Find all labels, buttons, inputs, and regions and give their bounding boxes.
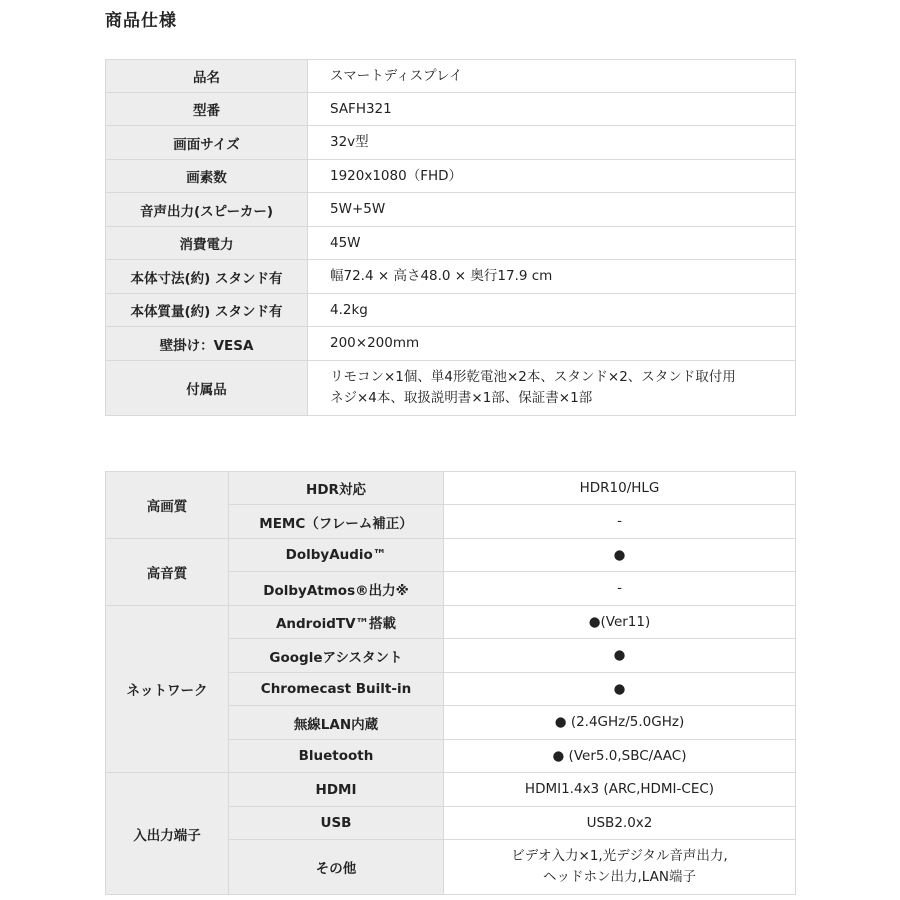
- spec-value: 32v型: [308, 126, 796, 160]
- feature-value: [444, 840, 796, 895]
- category-label: 入出力端子: [106, 773, 229, 895]
- category-label: ネットワーク: [106, 606, 229, 773]
- feature-label: MEMC（フレーム補正）: [229, 505, 444, 539]
- spec-label: 型番: [106, 93, 308, 126]
- spec-value: スマートディスプレイ: [308, 60, 796, 93]
- spec-label: 音声出力(スピーカー): [106, 193, 308, 227]
- spec-value: 5W+5W: [308, 193, 796, 227]
- spec-row: [106, 227, 796, 260]
- feature-value: ●: [444, 673, 796, 706]
- category-label: 高音質: [106, 539, 229, 606]
- category-label: 高画質: [106, 472, 229, 539]
- spec-value: 200×200mm: [308, 327, 796, 361]
- feature-label: その他: [229, 840, 444, 895]
- spec-label: 画素数: [106, 160, 308, 193]
- feature-row: [106, 539, 796, 572]
- feature-value: -: [444, 572, 796, 606]
- spec-value: [308, 361, 796, 416]
- feature-value: HDR10/HLG: [444, 472, 796, 505]
- feature-label: USB: [229, 807, 444, 840]
- spec-row: [106, 193, 796, 227]
- spec-value-line: ネジ×4本、取扱説明書×1部、保証書×1部: [330, 390, 593, 406]
- page-title: 商品仕様: [105, 11, 177, 31]
- feature-row: [106, 773, 796, 807]
- spec-label: 消費電力: [106, 227, 308, 260]
- feature-label: AndroidTV™搭載: [229, 606, 444, 639]
- spec-row: [106, 93, 796, 126]
- spec-row: [106, 160, 796, 193]
- feature-value: -: [444, 505, 796, 539]
- feature-value: ●: [444, 639, 796, 673]
- spec-label: 品名: [106, 60, 308, 93]
- spec-row: [106, 126, 796, 160]
- feature-label: Googleアシスタント: [229, 639, 444, 673]
- spec-row: [106, 60, 796, 93]
- feature-label: Chromecast Built-in: [229, 673, 444, 706]
- feature-value: HDMI1.4x3 (ARC,HDMI-CEC): [444, 773, 796, 807]
- spec-row: [106, 361, 796, 416]
- spec-label: 壁掛け：VESA: [106, 327, 308, 361]
- feature-label: Bluetooth: [229, 740, 444, 773]
- feature-value: USB2.0x2: [444, 807, 796, 840]
- spec-row: [106, 327, 796, 361]
- spec-value-line: リモコン×1個、単4形乾電池×2本、スタンド×2、スタンド取付用: [330, 369, 736, 385]
- feature-label: HDR対応: [229, 472, 444, 505]
- feature-label: DolbyAtmos®出力※: [229, 572, 444, 606]
- feature-label: HDMI: [229, 773, 444, 807]
- feature-row: [106, 472, 796, 505]
- feature-label: 無線LAN内蔵: [229, 706, 444, 740]
- basic-spec-table: [105, 59, 796, 416]
- feature-value: ● (2.4GHz/5.0GHz): [444, 706, 796, 740]
- spec-row: [106, 260, 796, 294]
- spec-label: 本体質量(約) スタンド有: [106, 294, 308, 327]
- feature-spec-table: [105, 471, 796, 895]
- feature-value: ●: [444, 539, 796, 572]
- spec-value: SAFH321: [308, 93, 796, 126]
- spec-label: 画面サイズ: [106, 126, 308, 160]
- feature-value: ●(Ver11): [444, 606, 796, 639]
- spec-value: 4.2kg: [308, 294, 796, 327]
- feature-row: [106, 606, 796, 639]
- feature-value-line: ヘッドホン出力,LAN端子: [543, 869, 696, 885]
- feature-label: DolbyAudio™: [229, 539, 444, 572]
- spec-value: 45W: [308, 227, 796, 260]
- spec-label: 本体寸法(約) スタンド有: [106, 260, 308, 294]
- spec-value: 幅72.4 × 高さ48.0 × 奥行17.9 cm: [308, 260, 796, 294]
- feature-value: ● (Ver5.0,SBC/AAC): [444, 740, 796, 773]
- spec-value: 1920x1080（FHD）: [308, 160, 796, 193]
- feature-value-line: ビデオ入力×1,光デジタル音声出力,: [511, 848, 728, 864]
- spec-label: 付属品: [106, 361, 308, 416]
- spec-row: [106, 294, 796, 327]
